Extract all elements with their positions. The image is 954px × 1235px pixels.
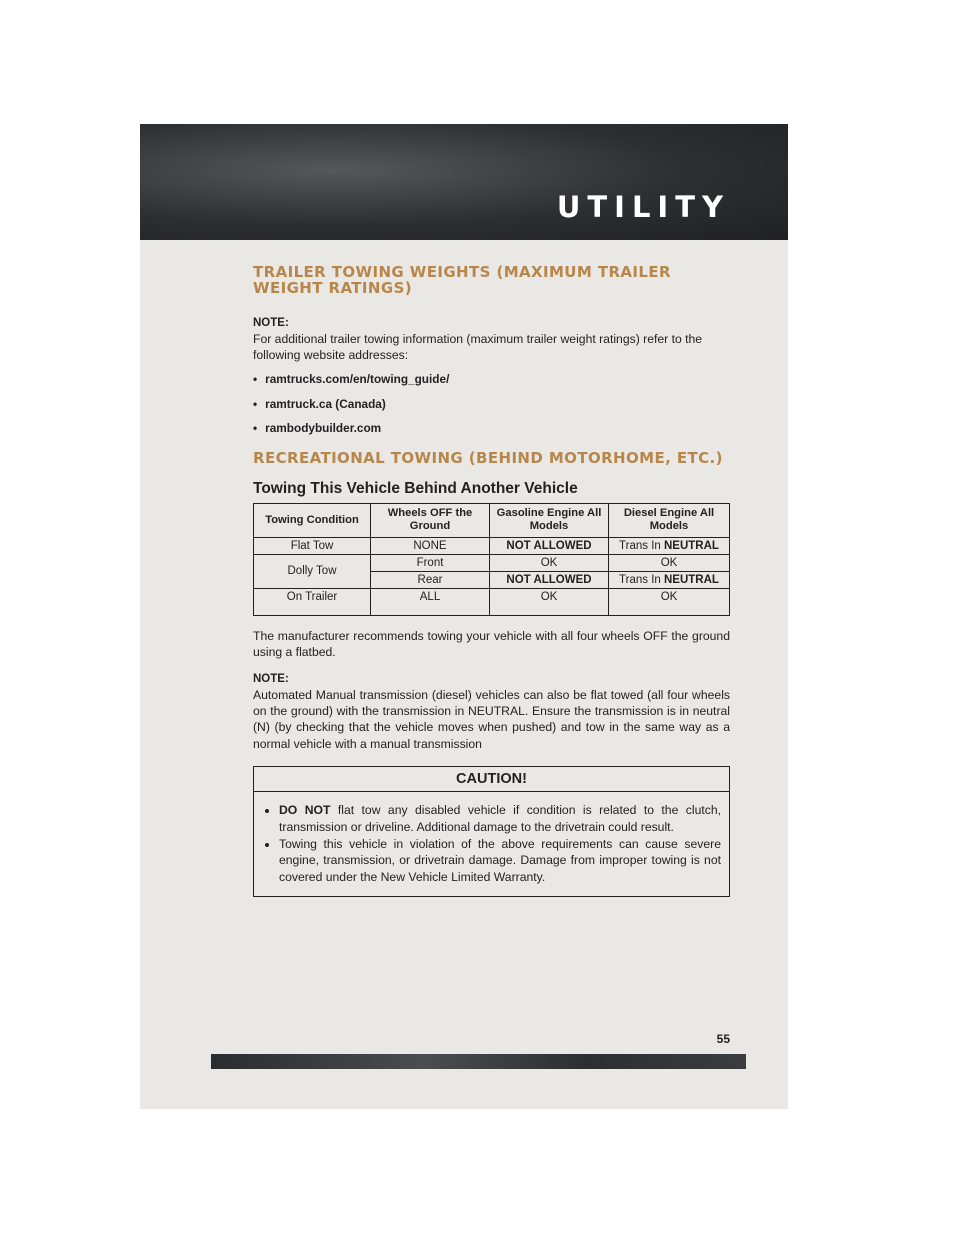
- note-label: NOTE:: [253, 672, 289, 685]
- footer-bar: [211, 1054, 746, 1069]
- recommendation-text: The manufacturer recommends towing your vehicle with all four wheels OFF the ground using a flatbed.: [253, 628, 730, 660]
- table-row: Dolly Tow Front OK OK: [254, 554, 730, 571]
- section-title-trailer-weights: TRAILER TOWING WEIGHTS (MAXIMUM TRAILER WEIGHT RATINGS): [253, 263, 671, 298]
- website-link[interactable]: • ramtrucks.com/en/towing_guide/: [253, 372, 450, 387]
- column-header: Wheels OFF the Ground: [371, 503, 490, 537]
- towing-table: [253, 503, 730, 616]
- website-list: [253, 371, 730, 436]
- table-row: Flat Tow NONE NOT ALLOWED Trans In NEUTRAL: [254, 537, 730, 554]
- column-header: Diesel Engine All Models: [609, 503, 730, 537]
- column-header: Towing Condition: [254, 503, 371, 537]
- manual-page: [140, 124, 788, 1109]
- chapter-title: UTILITY: [556, 190, 730, 224]
- caution-list: [254, 792, 729, 895]
- caution-box: [253, 766, 730, 897]
- caution-item: • Towing this vehicle in violation of the above requirements can cause severe engine, transmission, or drivetrain damage. Damage from improper towing is not covered under the New Vehicle Limited Warranty.: [279, 836, 721, 885]
- table-row: Rear NOT ALLOWED Trans In NEUTRAL: [254, 571, 730, 588]
- table-row: On Trailer ALL OK OK: [254, 588, 730, 615]
- page-number: 55: [716, 1032, 730, 1046]
- caution-item: • DO NOT flat tow any disabled vehicle if condition is related to the clutch, transmission or driveline. Additional damage to the drivetrain could result.: [279, 802, 721, 835]
- page-content: [253, 264, 730, 897]
- note-label: NOTE:: [253, 316, 289, 329]
- subsection-title: Towing This Vehicle Behind Another Vehicle: [253, 479, 578, 497]
- table-header-row: [254, 503, 730, 537]
- note-text: For additional trailer towing information (maximum trailer weight ratings) refer to the following website addresses:: [253, 331, 703, 363]
- website-link[interactable]: • rambodybuilder.com: [253, 421, 382, 436]
- section-title-recreational-towing: RECREATIONAL TOWING (BEHIND MOTORHOME, ETC.): [253, 449, 723, 468]
- column-header: Gasoline Engine All Models: [490, 503, 609, 537]
- caution-title: CAUTION!: [254, 767, 729, 792]
- website-link[interactable]: • ramtruck.ca (Canada): [253, 396, 386, 411]
- note-text: Automated Manual transmission (diesel) vehicles can also be flat towed (all four wheels on the ground) with the transmission in NEUTRAL. Ensure the transmission is in neutral (N) (by checking that the vehicle moves when pushed) and tow in the same way as a normal vehicle with a manual transmission: [253, 687, 730, 751]
- header-banner: [140, 124, 788, 240]
